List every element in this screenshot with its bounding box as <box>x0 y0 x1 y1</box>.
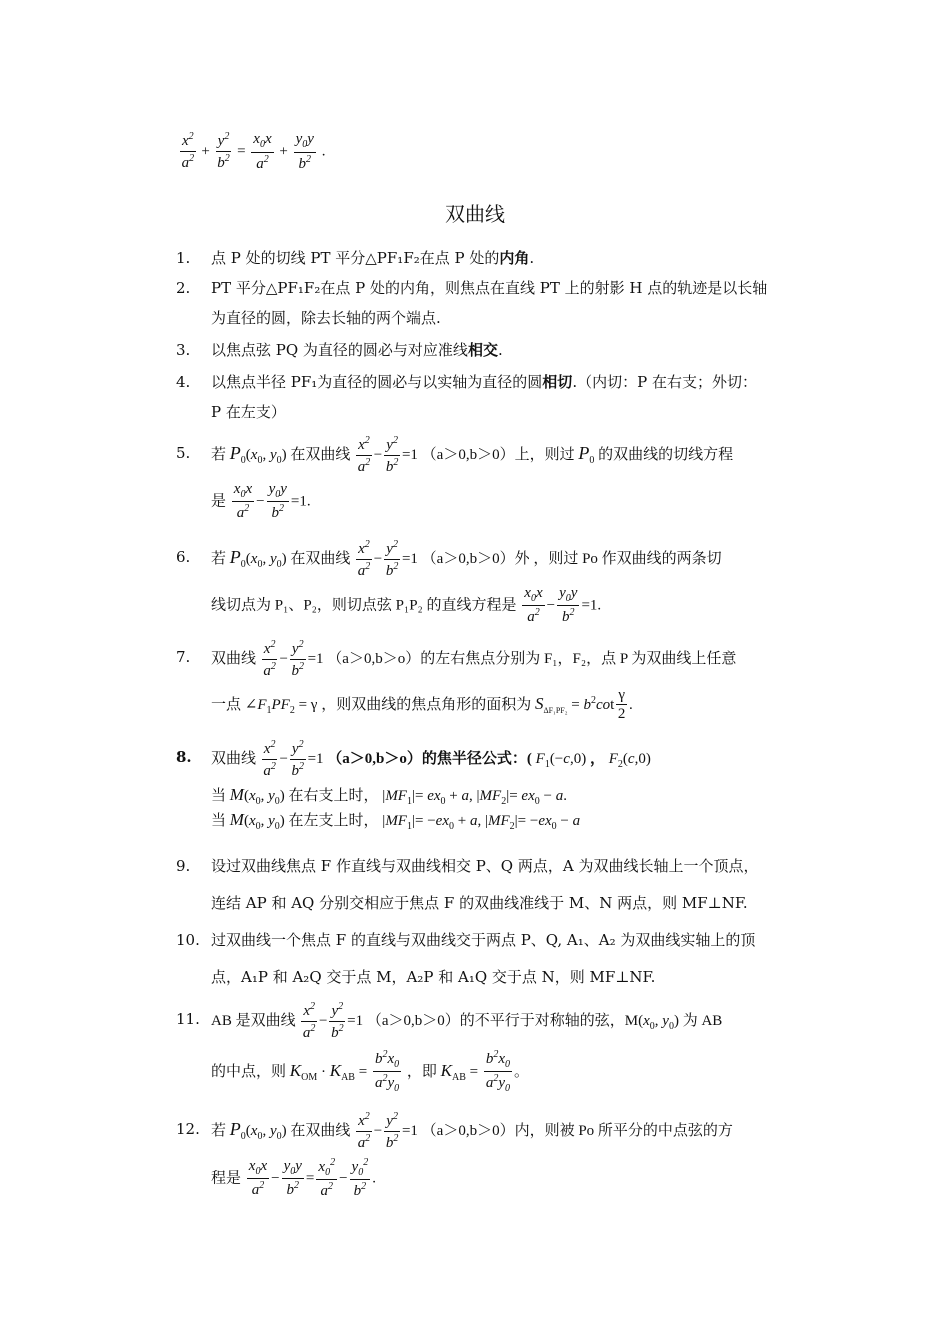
list-item-8: 8. 双曲线 $\frac{x^2}{a^2}$ − $\frac{y^2}{b^2}$ =1 （a＞0,b＞o）的焦半径公式：( $F_1(-c,0)$ ， $F_2(c,0)$ 当 $M(x_0$, $y_0$) 在右支上时， $|MF_1|= ex_0 + a$, $|MF_2|= ex_0 - a$. 当 $M(x_0$, $y_0$) 在左支上时， $|MF_1|= -ex_0 + a$, $|MF_2|= -ex_0 - a$ <box>176 739 651 832</box>
list-item-9: 9. 设过双曲线焦点 F 作直线与双曲线相交 P、Q 两点，A 为双曲线长轴上一个顶点， 连结 AP 和 AQ 分别交相应于焦点 F 的双曲线准线于 M、N 两点，则 MF⊥NF. <box>176 857 759 912</box>
list-item-12: 12. 若 $P_0(x_0$, $y_0$) 在双曲线 $\frac{x^2}{a^2}$ − $\frac{y^2}{b^2}$ =1 （a＞0,b＞0）内，则被 Po 所平分的中点弦的方 程是 $\frac{x_0x}{a^2}$ − $\frac{y_0y}{b^2}$ = $\frac{x_0^2}{a^2}$ − $\frac{y_0^2}{b^2}$ . <box>176 1111 733 1199</box>
top-formula: $\frac{x^2}{a^2}$ + $\frac{y^2}{b^2}$ = $\frac{x_0x}{a^2}$ + $\frac{y_0y}{b^2}$ . <box>181 131 326 172</box>
list-item-3: 3. 以焦点弦 PQ 为直径的圆必与对应准线相交. <box>176 341 503 359</box>
list-item-1: 1. 点 P 处的切线 PT 平分△PF₁F₂在点 P 处的内角. <box>176 249 535 267</box>
list-item-10: 10. 过双曲线一个焦点 F 的直线与双曲线交于两点 P、Q, A₁、A₂ 为双曲线实轴上的顶 点，A₁P 和 A₂Q 交于点 M，A₂P 和 A₁Q 交于点 N，则 MF⊥NF. <box>176 931 756 986</box>
list-item-4: 4. 以焦点半径 PF₁为直径的圆必与以实轴为直径的圆相切.（内切：P 在右支；外切： P 在左支） <box>176 373 757 421</box>
list-item-5: 5. 若 $P_0(x_0$, $y_0$) 在双曲线 $\frac{x^2}{a^2}$ − $\frac{y^2}{b^2}$ =1 （a＞0,b＞0）上，则过 $P_0$ 的双曲线的切线方程 是 $\frac{x_0x}{a^2}$ − $\frac{y_0y}{b^2}$ =1. <box>176 435 734 521</box>
list-item-7: 7. 双曲线 $\frac{x^2}{a^2}$ − $\frac{y^2}{b^2}$ =1 （a＞0,b＞o）的左右焦点分别为 F₁，F₂，点 P 为双曲线上任意 一点 $\angle F_1PF_2 = \gamma$ ，则双曲线的焦点角形的面积为 $S_{\Delta F_1PF_2} = b^2\cot$ $\frac{\gamma}{2}$ . <box>176 639 737 723</box>
section-title: 双曲线 <box>445 202 505 226</box>
list-item-6: 6. 若 $P_0(x_0$, $y_0$) 在双曲线 $\frac{x^2}{a^2}$ − $\frac{y^2}{b^2}$ =1 （a＞0,b＞0）外 ，则过 Po 作双曲线的两条切 线切点为 P₁、P₂，则切点弦 P₁P₂ 的直线方程是 $\frac{x_0x}{a^2}$ − $\frac{y_0y}{b^2}$ =1. <box>176 539 722 625</box>
list-item-2: 2. PT 平分△PF₁F₂在点 P 处的内角，则焦点在直线 PT 上的射影 H 点的轨迹是以长轴 为直径的圆，除去长轴的两个端点. <box>176 279 768 327</box>
list-item-11: 11. AB 是双曲线 $\frac{x^2}{a^2}$ − $\frac{y^2}{b^2}$ =1 （a＞0,b＞0）的不平行于对称轴的弦，$M(x_0$, $y_0$) 为 AB 的中点，则 $K_{OM} \cdot K_{AB}$ = $\frac{b^2x_0}{a^2y_0}$ ，即 $K_{AB}$ = $\frac{b^2x_0}{a^2y_0}$ 。 <box>176 1001 723 1094</box>
